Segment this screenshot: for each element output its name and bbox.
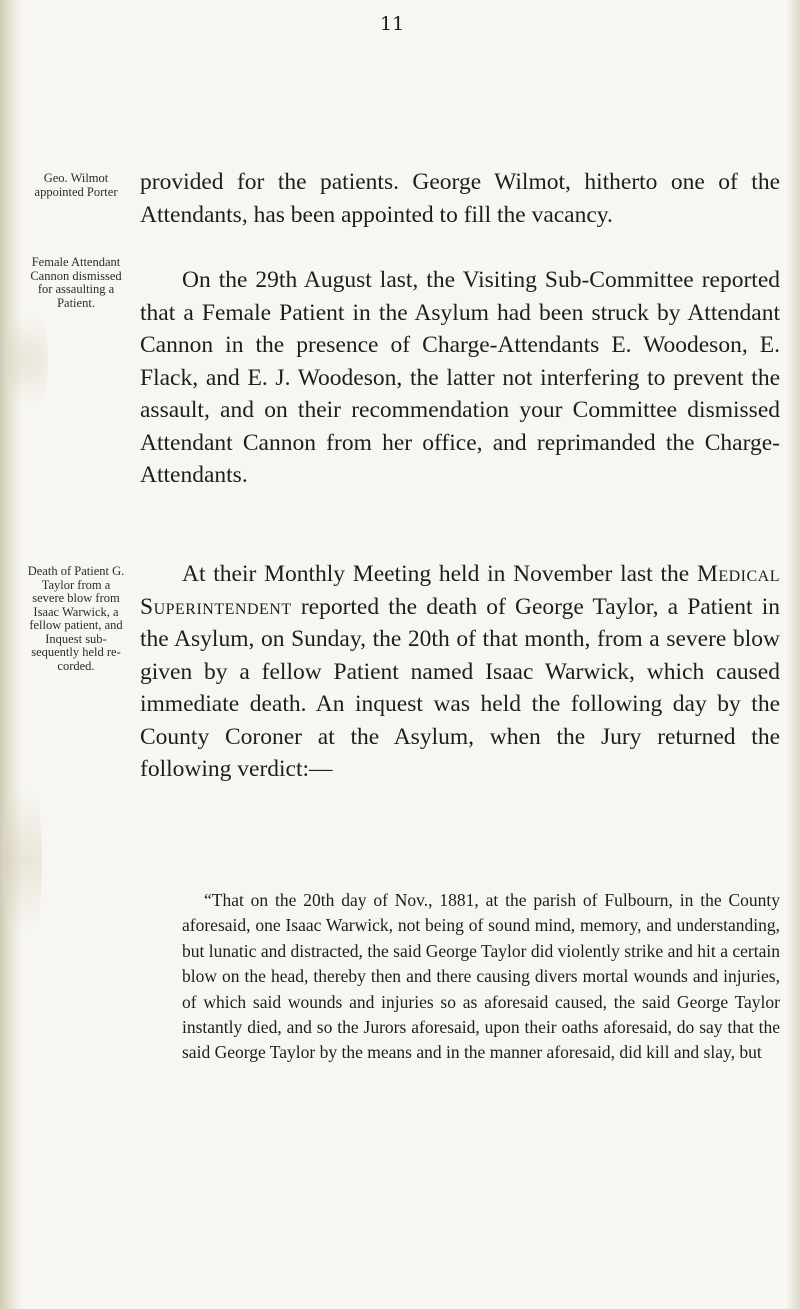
- paragraph-taylor: [140, 558, 780, 786]
- medical-superintendent-title: Medical Superintendent: [140, 561, 780, 620]
- paragraph-cannon-text: On the 29th August last, the Visiting Sub-Committee reported that a Female Patient in the Asylum had been struck by Attendant Cannon in the presence of Charge-Attendants E. Woodeson, E. Flack, and E. J. Woodeson, the latter not interfering to prevent the assault, and on their recommendation your Committee dismissed Attendant Cannon from her office, and reprimanded the Charge-Attendants.: [140, 267, 780, 488]
- paragraph-taylor-text-a: At their Monthly Meeting held in November last the: [182, 561, 690, 587]
- margin-note-taylor-death: Death of Patient G. Taylor from a severe blow from Isaac Warwick, a fellow patient, and Inquest subsequently held recorded.: [27, 564, 125, 673]
- paragraph-cannon: [140, 264, 780, 492]
- page-number: 11: [380, 13, 405, 35]
- margin-note-cannon: Female Attendant Cannon dismissed for assaulting a Patient.: [30, 255, 122, 310]
- paragraph-taylor-text-b: reported the death of George Taylor, a Patient in the Asylum, on Sunday, the 20th of that month, from a severe blow given by a fellow Patient named Isaac Warwick, which caused immediate death. An inquest was held the following day by the County Coroner at the Asylum, when the Jury returned the following verdict:—: [140, 593, 781, 782]
- paper-stain: [8, 300, 48, 420]
- paragraph-wilmot-text: provided for the patients. George Wilmot, hitherto one of the Attendants, has been appointed to fill the vacancy.: [140, 169, 780, 228]
- inquest-verdict-text: “That on the 20th day of Nov., 1881, at the parish of Fulbourn, in the County aforesaid, one Isaac Warwick, not being of sound mind, memory, and understanding, but lunatic and distracted, the said George Taylor did violently strike and hit a certain blow on the head, thereby then and there causing divers mortal wounds and injuries, of which said wounds and injuries so as aforesaid caused, the said George Taylor instantly died, and so the Jurors aforesaid, upon their oaths aforesaid, do say that the said George Taylor by the means and in the manner aforesaid, did kill and slay, but: [182, 890, 780, 1063]
- inquest-verdict-quote: [182, 888, 780, 1066]
- paper-stain: [6, 760, 42, 960]
- margin-note-wilmot: Geo. Wilmot appointed Porter: [34, 171, 118, 199]
- page-spine-shadow: [0, 0, 22, 1309]
- paragraph-wilmot: [140, 166, 780, 231]
- page-edge-shadow: [786, 0, 800, 1309]
